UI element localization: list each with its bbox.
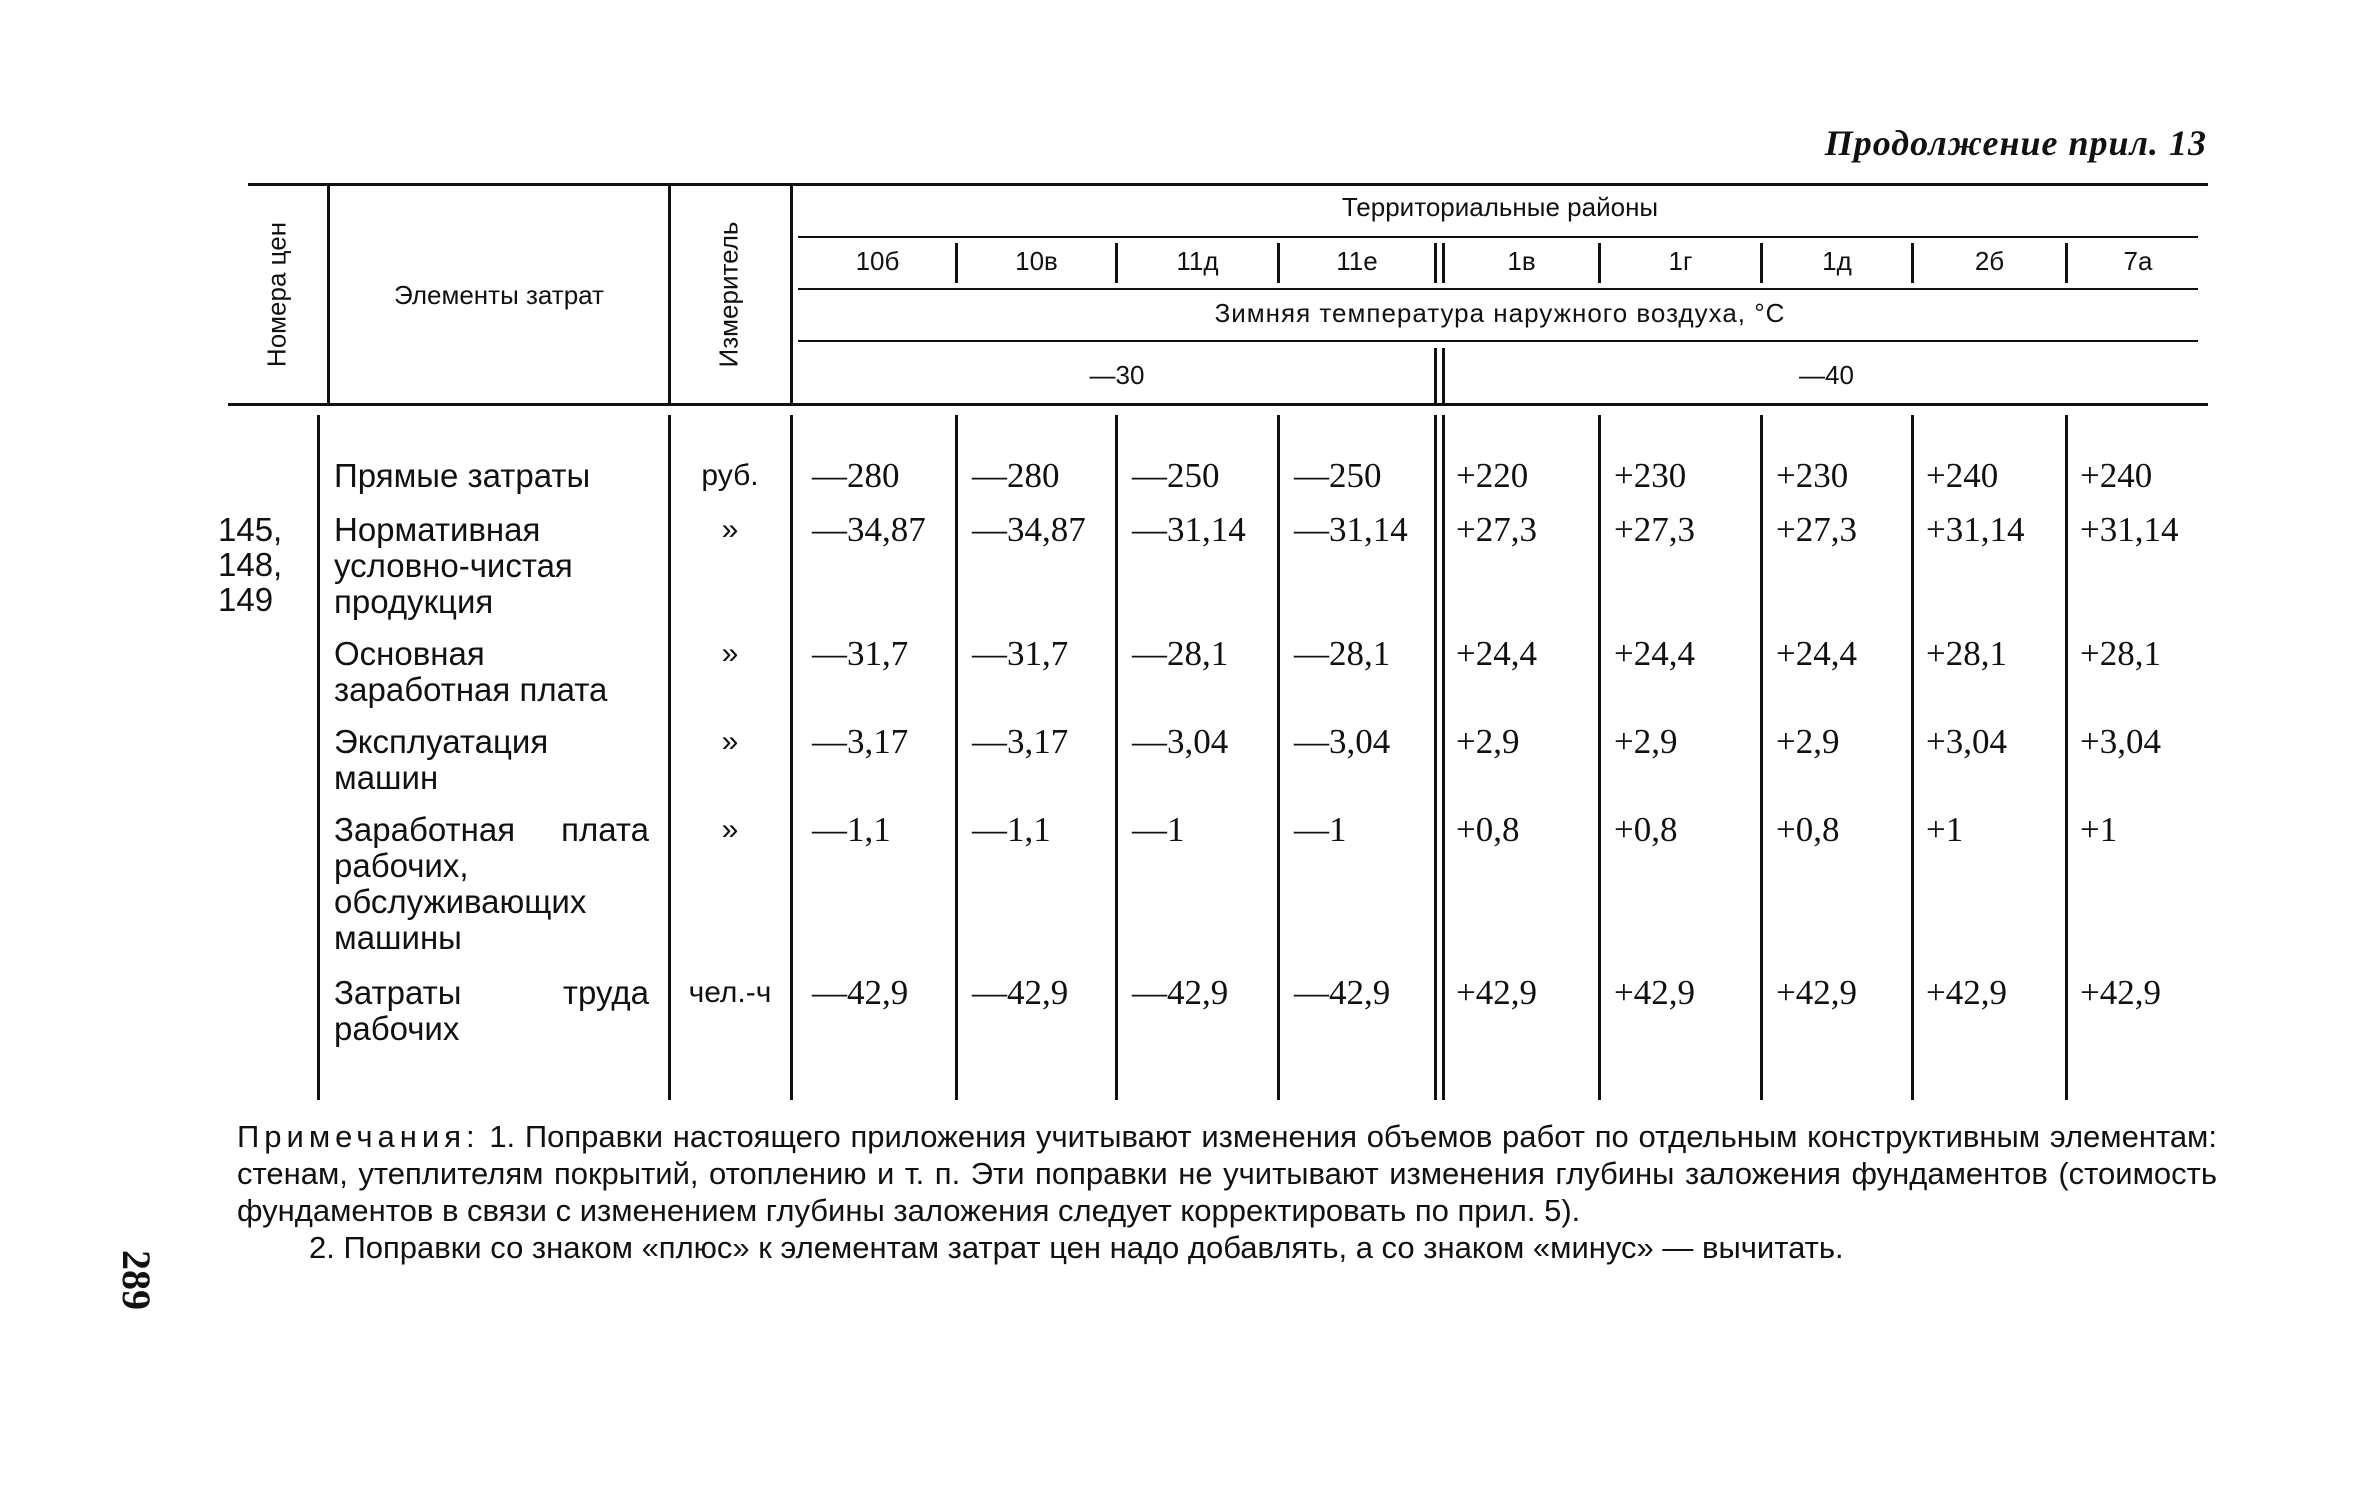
row-value: —42,9 <box>1294 973 1391 1012</box>
page-number: 289 <box>114 1250 159 1310</box>
continuation-title: Продолжение прил. 13 <box>1824 123 2207 163</box>
row-value: —34,87 <box>972 510 1086 549</box>
row-element-name: Нормативная условно-чистая продукция <box>334 511 573 620</box>
row-element-name: Заработная плата рабочих, обслуживающих машины <box>334 811 649 956</box>
region-code: 11д <box>1176 246 1219 276</box>
rule-col3-header <box>790 183 793 405</box>
rule-temp-sep <box>1434 348 1437 404</box>
rule-val-sep <box>1598 415 1601 1100</box>
rule-regions <box>798 236 2198 238</box>
region-code: 1в <box>1507 246 1536 276</box>
notes <box>237 1118 2217 1266</box>
row-value: +27,3 <box>1456 510 1537 549</box>
rule-val-sep <box>1277 415 1280 1100</box>
rule-val-sep <box>1760 415 1763 1100</box>
row-value: +42,9 <box>2080 973 2161 1012</box>
row-unit: » <box>721 637 739 670</box>
row-unit: » <box>721 813 739 846</box>
row-value: +0,8 <box>1456 810 1520 849</box>
header-price-numbers: Номера цен <box>261 221 292 368</box>
rule-col3 <box>790 415 793 1100</box>
price-number: 149 <box>218 581 274 618</box>
row-value: —3,04 <box>1294 722 1391 761</box>
row-value: —42,9 <box>972 973 1069 1012</box>
row-value: +230 <box>1776 456 1849 495</box>
row-value: +27,3 <box>1776 510 1857 549</box>
row-value: +0,8 <box>1776 810 1840 849</box>
row-value: —31,7 <box>972 634 1069 673</box>
row-value: +3,04 <box>2080 722 2161 761</box>
row-value: +2,9 <box>1456 722 1520 761</box>
rule-header-bottom <box>228 403 2208 406</box>
region-code: 11е <box>1336 246 1378 276</box>
row-value: —280 <box>972 456 1060 495</box>
row-value: +42,9 <box>1926 973 2007 1012</box>
row-unit: » <box>721 513 739 546</box>
notes-label: Примечания: <box>237 1119 480 1154</box>
region-code: 10в <box>1015 246 1058 276</box>
row-unit: » <box>721 725 739 758</box>
row-value: —250 <box>1294 456 1382 495</box>
row-value: —1,1 <box>812 810 891 849</box>
row-value: +31,14 <box>2080 510 2179 549</box>
row-value: —31,14 <box>1294 510 1408 549</box>
row-value: +1 <box>2080 810 2118 849</box>
region-code: 1д <box>1822 246 1852 276</box>
row-value: —34,87 <box>812 510 926 549</box>
temperature-minus30: —30 <box>1089 360 1145 390</box>
price-number: 145, <box>218 511 283 548</box>
header-temperature-title: Зимняя температура наружного воздуха, °C <box>1214 298 1786 328</box>
row-value: —42,9 <box>812 973 909 1012</box>
row-value: +28,1 <box>2080 634 2161 673</box>
row-value: +24,4 <box>1456 634 1537 673</box>
row-element-name: Эксплуатация машин <box>334 723 549 796</box>
rule-val-sep <box>1434 415 1437 1100</box>
region-code: 1г <box>1668 246 1693 276</box>
row-value: —28,1 <box>1132 634 1229 673</box>
row-value: +2,9 <box>1776 722 1840 761</box>
region-code: 2б <box>1974 246 2005 276</box>
row-value: +220 <box>1456 456 1529 495</box>
region-code: 10б <box>855 246 900 276</box>
row-value: +27,3 <box>1614 510 1695 549</box>
row-element-name: Прямые затраты <box>334 457 591 494</box>
rule-val-sep <box>2065 415 2068 1100</box>
rule-val-sep <box>955 415 958 1100</box>
price-numbers <box>218 512 318 617</box>
rule-val-sep <box>1115 415 1118 1100</box>
row-value: —280 <box>812 456 900 495</box>
note-1 <box>237 1118 2217 1229</box>
row-value: +31,14 <box>1926 510 2025 549</box>
header-elements: Элементы затрат <box>394 280 604 310</box>
row-value: +1 <box>1926 810 1964 849</box>
row-value: +42,9 <box>1614 973 1695 1012</box>
row-value: —3,17 <box>812 722 909 761</box>
note-1-text: 1. Поправки настоящего приложения учитывают изменения объемов работ по отдельным конструктивным элементам: стенам, утеплителям покрытий, отоплению и т. п. Эти поправки не учитывают изменения глубины заложения фундаментов (стоимость фундаментов в связи с изменением глубины заложения следует корректировать по прил. 5). <box>237 1119 2217 1228</box>
row-element-name: Затраты труда рабочих <box>334 974 649 1047</box>
row-value: +28,1 <box>1926 634 2007 673</box>
rule-temperature <box>798 340 2198 342</box>
row-element-name: Основная заработная плата <box>334 635 608 708</box>
row-value: —31,7 <box>812 634 909 673</box>
row-value: +0,8 <box>1614 810 1678 849</box>
region-code: 7а <box>2123 246 2153 276</box>
row-value: —3,17 <box>972 722 1069 761</box>
note-2: 2. Поправки со знаком «плюс» к элементам затрат цен надо добавлять, а со знаком «минус» — вычитать. <box>309 1230 1844 1265</box>
row-value: +24,4 <box>1776 634 1857 673</box>
row-value: +42,9 <box>1776 973 1857 1012</box>
row-value: —31,14 <box>1132 510 1246 549</box>
row-value: +24,4 <box>1614 634 1695 673</box>
row-value: —3,04 <box>1132 722 1229 761</box>
row-unit: руб. <box>701 459 759 492</box>
row-value: —1,1 <box>972 810 1051 849</box>
rule-val-sep <box>1911 415 1914 1100</box>
row-value: —1 <box>1294 810 1347 849</box>
temperature-minus40: —40 <box>1799 360 1854 390</box>
row-value: —42,9 <box>1132 973 1229 1012</box>
rule-col2-header <box>668 183 671 405</box>
header-unit: Измеритель <box>713 221 744 368</box>
rule-val-sep <box>1442 415 1445 1100</box>
price-number: 148, <box>218 546 283 583</box>
rule-top <box>248 183 2208 186</box>
row-value: +230 <box>1614 456 1687 495</box>
rule-code-sep <box>1434 243 1437 283</box>
header-regions-title: Территориальные районы <box>1341 192 1659 222</box>
rule-region-codes <box>798 288 2198 290</box>
row-value: +42,9 <box>1456 973 1537 1012</box>
row-value: —250 <box>1132 456 1220 495</box>
row-value: +3,04 <box>1926 722 2007 761</box>
row-value: +2,9 <box>1614 722 1678 761</box>
row-unit: чел.-ч <box>688 976 772 1009</box>
row-value: —28,1 <box>1294 634 1391 673</box>
row-value: +240 <box>2080 456 2153 495</box>
row-value: —1 <box>1132 810 1185 849</box>
row-value: +240 <box>1926 456 1999 495</box>
